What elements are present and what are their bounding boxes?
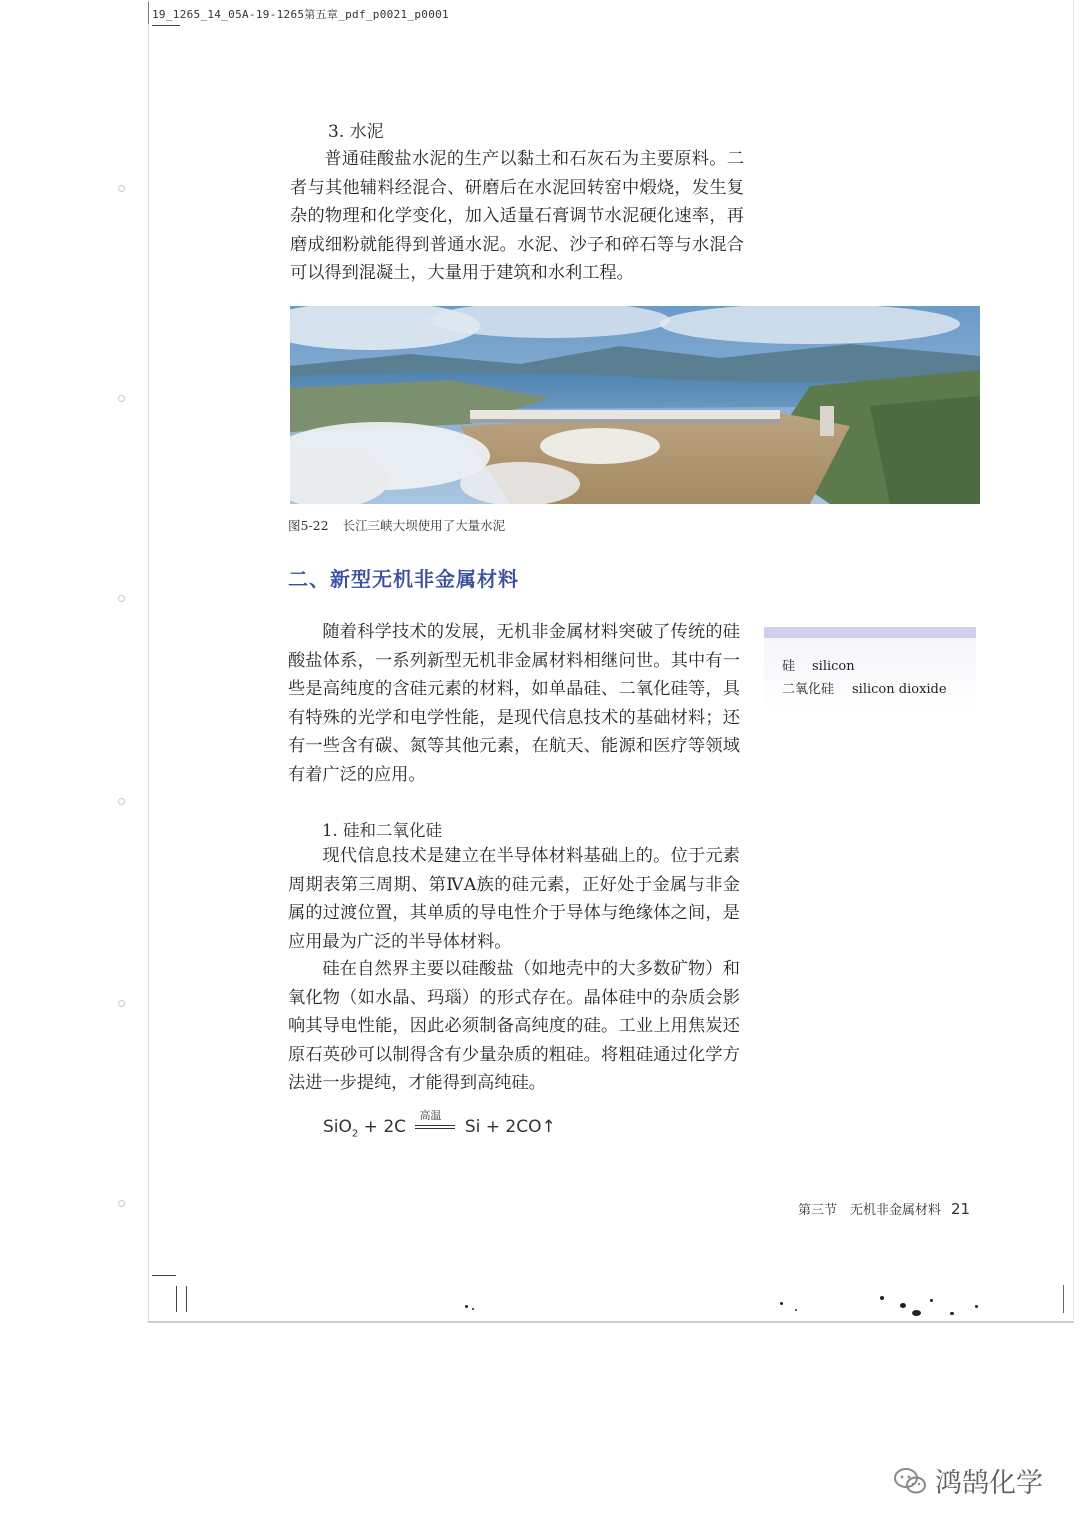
- footer-section-title: 第三节 无机非金属材料: [798, 1203, 942, 1218]
- watermark: [893, 1461, 1043, 1500]
- glossary-term-zh: 硅: [782, 659, 796, 674]
- page-bottom-edge: [148, 1321, 1074, 1323]
- glossary-entry: [782, 678, 947, 697]
- binding-hole: [118, 185, 125, 192]
- crop-mark: [1063, 1285, 1064, 1313]
- sidebar-accent-bar: [764, 627, 976, 638]
- scan-speck: [975, 1305, 978, 1308]
- crop-mark: [152, 1275, 176, 1276]
- page-left-edge: [148, 0, 149, 1322]
- crop-mark: [148, 2, 149, 24]
- crop-mark: [152, 25, 180, 26]
- condition-label: 高温: [419, 1109, 442, 1122]
- glossary-term-en: silicon dioxide: [852, 682, 947, 697]
- binding-hole: [118, 1000, 125, 1007]
- scan-speck: [472, 1308, 474, 1310]
- scan-speck: [900, 1303, 906, 1308]
- cement-paragraph: [290, 145, 744, 288]
- equals-bar: [415, 1125, 455, 1129]
- section-paragraph: [288, 618, 740, 790]
- page-right-edge: [1073, 0, 1074, 1320]
- scan-speck: [930, 1299, 933, 1302]
- glossary-sidebar: [764, 627, 976, 713]
- paragraph-text: 随着科学技术的发展，无机非金属材料突破了传统的硅酸盐体系，一系列新型无机非金属材料相继问世。其中有一些是高纯度的含硅元素的材料，如单晶硅、二氧化硅等，具有特殊的光学和电学性能，是现代信息技术的基础材料；还有一些含有碳、氮等其他元素，在航天、能源和医疗等领域有着广泛的应用。: [288, 622, 740, 785]
- reaction-condition: [415, 1109, 455, 1129]
- scan-speck: [950, 1312, 954, 1315]
- figure-caption: [288, 516, 505, 534]
- watermark-text: 鸿鹄化学: [935, 1468, 1043, 1499]
- equation-lhs: SiO$_2$ + 2C: [323, 1117, 407, 1140]
- glossary-term-en: silicon: [812, 659, 855, 674]
- dam-photo: [290, 306, 980, 504]
- paragraph-text: 现代信息技术是建立在半导体材料基础上的。位于元素周期表第三周期、第ⅣA族的硅元素，正好处于金属与非金属的过渡位置，其单质的导电性介于导体与绝缘体之间，是应用最为广泛的半导体材料。: [288, 846, 740, 952]
- scan-speck: [465, 1305, 468, 1308]
- binding-hole: [118, 1200, 125, 1207]
- scan-header: 19_1265_14_05A-19-1265第五章_pdf_p0021_p0001: [152, 8, 449, 21]
- chemical-equation: [323, 1109, 556, 1140]
- subsection-heading-silicon: 1. 硅和二氧化硅: [322, 821, 442, 840]
- paragraph-text: 普通硅酸盐水泥的生产以黏土和石灰石为主要原料。二者与其他辅料经混合、研磨后在水泥回转窑中煅烧，发生复杂的物理和化学变化，加入适量石膏调节水泥硬化速率，再磨成细粉就能得到普通水泥。水泥、沙子和碎石等与水混合可以得到混凝土，大量用于建筑和水利工程。: [290, 149, 744, 284]
- glossary-entry: [782, 655, 855, 674]
- scan-speck: [795, 1309, 797, 1311]
- binding-hole: [118, 798, 125, 805]
- paragraph-text: 硅在自然界主要以硅酸盐（如地壳中的大多数矿物）和氧化物（如水晶、玛瑙）的形式存在。晶体硅中的杂质会影响其导电性能，因此必须制备高纯度的硅。工业上用焦炭还原石英砂可以制得含有少量杂质的粗硅。将粗硅通过化学方法进一步提纯，才能得到高纯硅。: [288, 959, 740, 1094]
- silicon-paragraph-2: [288, 955, 740, 1098]
- silicon-paragraph-1: [288, 842, 740, 956]
- wechat-icon: [893, 1466, 927, 1496]
- glossary-term-zh: 二氧化硅: [782, 682, 835, 697]
- scan-speck: [880, 1296, 884, 1300]
- subsection-heading-cement: 3. 水泥: [328, 122, 384, 142]
- page-footer: [798, 1199, 970, 1218]
- equation-rhs: Si + 2CO↑: [464, 1117, 556, 1137]
- binding-hole: [118, 395, 125, 402]
- scan-speck: [780, 1302, 783, 1305]
- page-number: 21: [951, 1200, 971, 1218]
- figure-caption-text: 长江三峡大坝使用了大量水泥: [342, 518, 506, 533]
- figure-number: 图5-22: [288, 518, 329, 533]
- section-heading: 二、新型无机非金属材料: [288, 567, 519, 591]
- crop-mark: [176, 1286, 177, 1312]
- crop-mark: [186, 1286, 187, 1312]
- binding-hole: [118, 595, 125, 602]
- scan-speck: [912, 1310, 921, 1316]
